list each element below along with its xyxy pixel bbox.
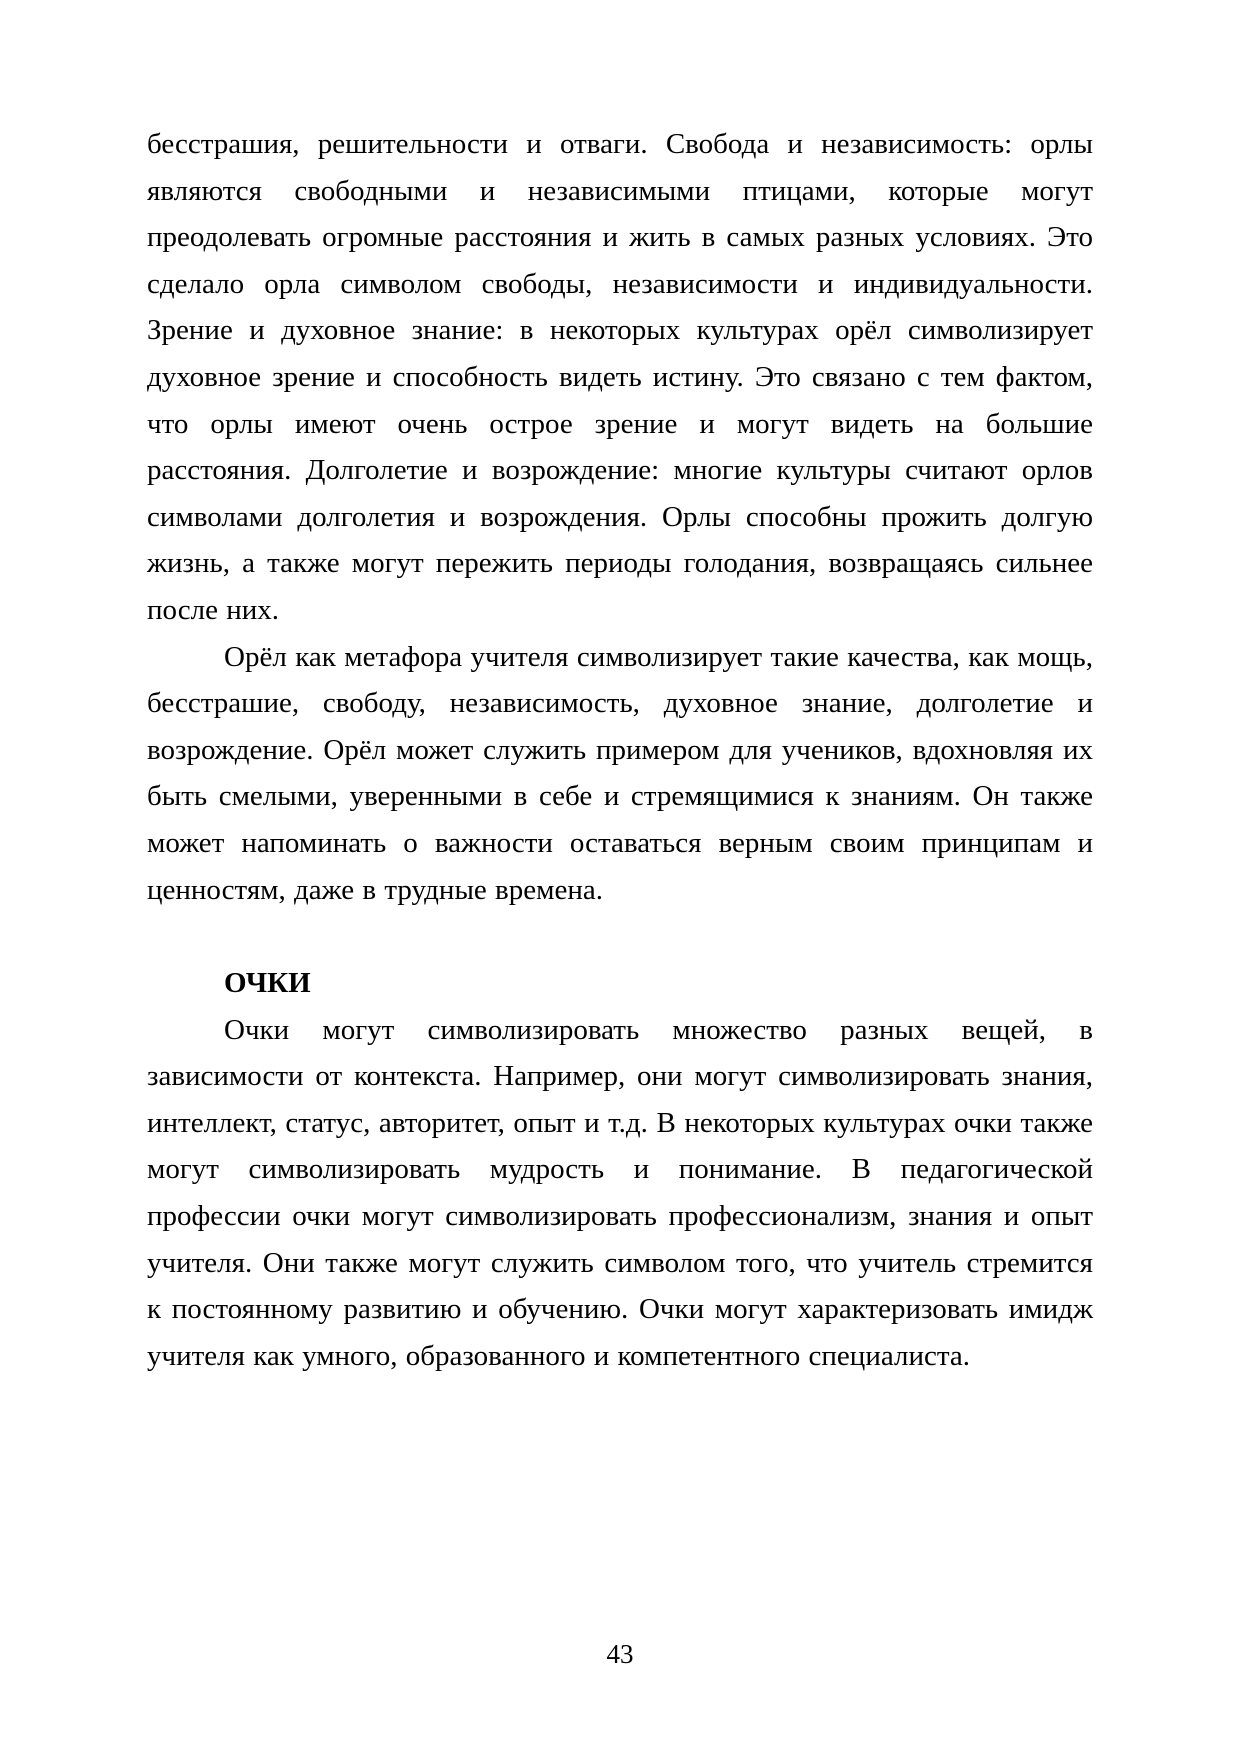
page-number: 43 — [606, 1639, 634, 1669]
section-heading-glasses: ОЧКИ — [224, 967, 311, 1000]
paragraph-eagle-metaphor: Орёл как метафора учителя символизирует такие качества, как мощь, бесстрашие, свободу, независимость, духовное знание, долголетие и возрождение. Орёл может служить примером для учеников, вдохновляя их быть смелыми, уверенными в себе и стремящимися к знаниям. Он также может напоминать о важности оставаться верным своим принципам и ценностям, даже в трудные времена. — [147, 640, 1093, 906]
page-content — [147, 121, 1093, 1379]
paragraph-eagle-symbolism: бесстрашия, решительности и отваги. Свобода и независимость: орлы являются свободными и независимыми птицами, которые могут преодолевать огромные расстояния и жить в самых разных условиях. Это сделало орла символом свободы, независимости и индивидуальности. Зрение и духовное знание: в некоторых культурах орёл символизирует духовное зрение и способность видеть истину. Это связано с тем фактом, что орлы имеют очень острое зрение и могут видеть на большие расстояния. Долголетие и возрождение: многие культуры считают орлов символами долголетия и возрождения. Орлы способны прожить долгую жизнь, а также могут пережить периоды голодания, возвращаясь сильнее после них. — [147, 128, 1093, 626]
paragraph-glasses: Очки могут символизировать множество разных вещей, в зависимости от контекста. Например, они могут символизировать знания, интеллект, статус, авторитет, опыт и т.д. В некоторых культурах очки также могут символизировать мудрость и понимание. В педагогической профессии очки могут символизировать профессионализм, знания и опыт учителя. Они также могут служить символом того, что учитель стремится к постоянному развитию и обучению. Очки могут характеризовать имидж учителя как умного, образованного и компетентного специалиста. — [147, 1013, 1093, 1372]
